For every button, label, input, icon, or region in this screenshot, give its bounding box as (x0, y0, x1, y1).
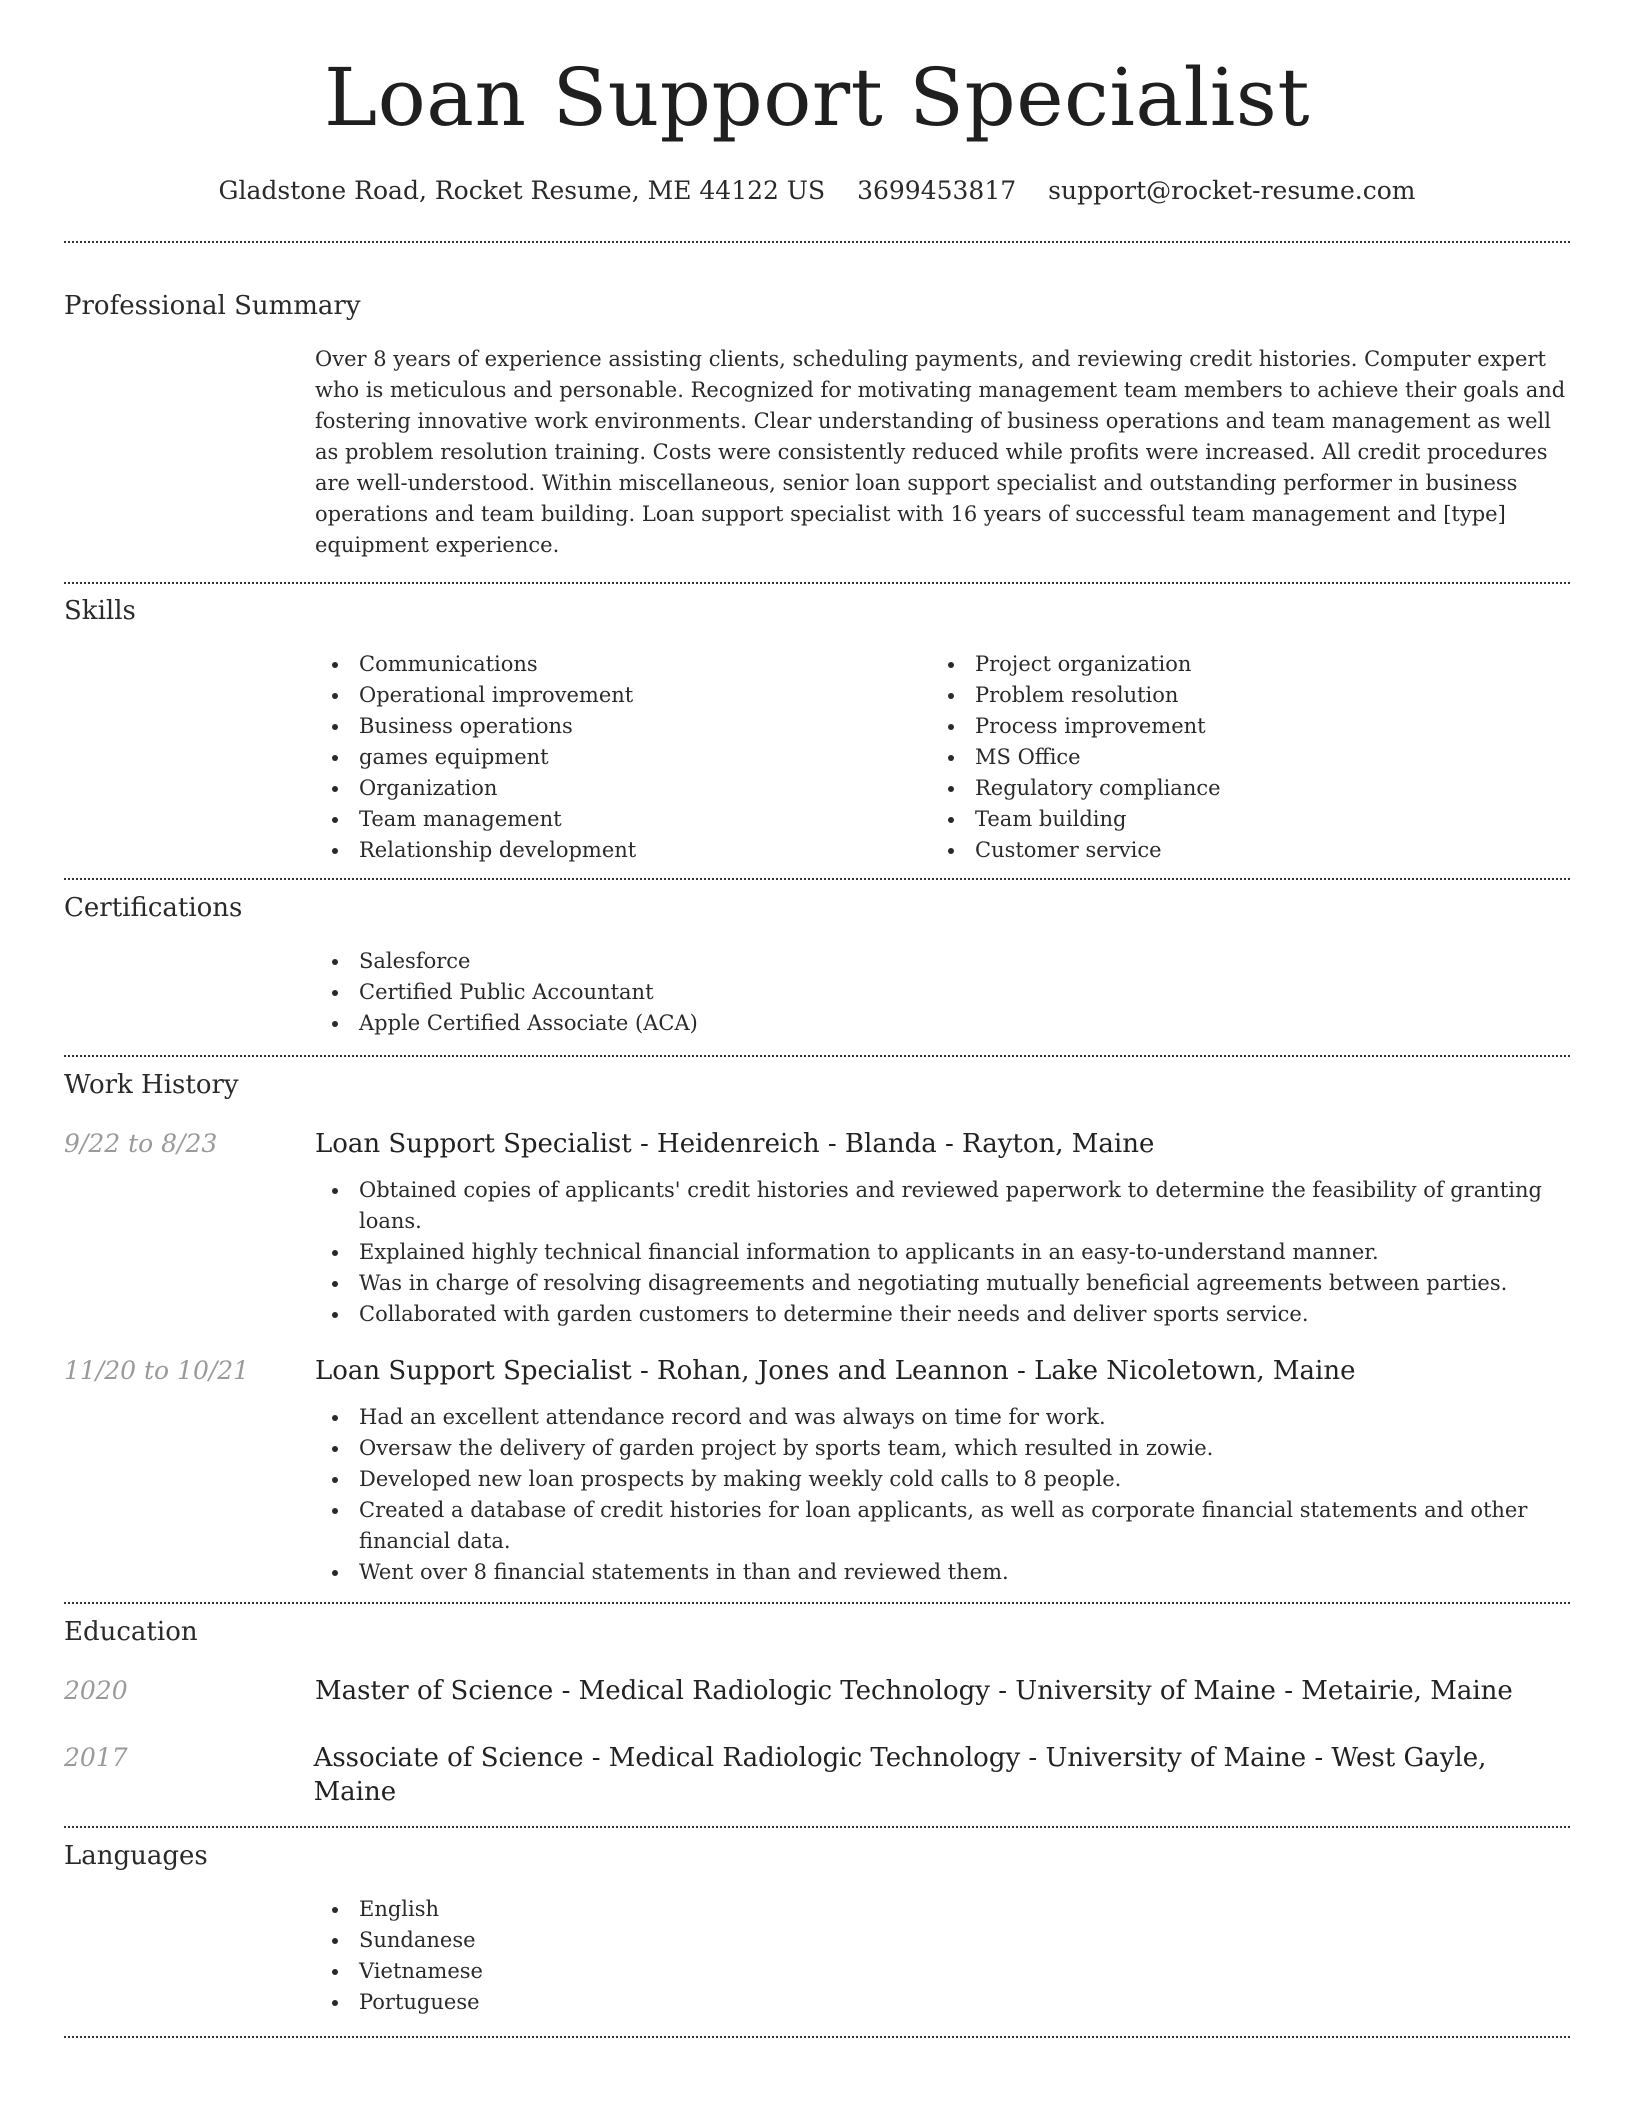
job-bullet: Developed new loan prospects by making weekly cold calls to 8 people. (315, 1464, 1570, 1495)
education-degree: Master of Science - Medical Radiologic Technology - University of Maine - Metairie, Maine (315, 1676, 1513, 1706)
job-title: Loan Support Specialist - Rohan, Jones and Leannon - Lake Nicoletown, Maine (315, 1356, 1356, 1386)
languages-list (315, 1894, 1570, 2036)
job-bullet: Was in charge of resolving disagreements and negotiating mutually beneficial agreements between parties. (315, 1268, 1570, 1299)
section-title: Certifications (64, 893, 243, 923)
language-item: Portuguese (315, 1987, 1570, 2018)
skill-item: Problem resolution (931, 680, 1547, 711)
skill-item: games equipment (315, 742, 931, 773)
job-entry (64, 1127, 1570, 1330)
section-divider (64, 2036, 1570, 2038)
job-dates: 9/22 to 8/23 (64, 1129, 218, 1158)
job-bullet: Had an excellent attendance record and was always on time for work. (315, 1402, 1570, 1433)
contact-address: Gladstone Road, Rocket Resume, ME 44122 US (218, 176, 826, 205)
skill-item: Relationship development (315, 835, 931, 866)
resume-page (64, 0, 1570, 2038)
job-bullet: Created a database of credit histories for loan applicants, as well as corporate financial statements and other financial data. (315, 1495, 1570, 1557)
education-year: 2017 (64, 1743, 128, 1772)
education-section (64, 1604, 1570, 1826)
skill-item: Process improvement (931, 711, 1547, 742)
section-title: Work History (64, 1070, 239, 1100)
skill-item: Organization (315, 773, 931, 804)
job-dates: 11/20 to 10/21 (64, 1356, 250, 1385)
job-bullet: Oversaw the delivery of garden project by sports team, which resulted in zowie. (315, 1433, 1570, 1464)
skill-item: Business operations (315, 711, 931, 742)
summary-section (64, 243, 1570, 582)
section-title: Education (64, 1617, 198, 1647)
job-bullet: Explained highly technical financial information to applicants in an easy-to-understand manner. (315, 1237, 1570, 1268)
skill-item: Communications (315, 649, 931, 680)
language-item: Sundanese (315, 1925, 1570, 1956)
section-title: Skills (64, 596, 136, 626)
education-year: 2020 (64, 1676, 128, 1705)
language-item: English (315, 1894, 1570, 1925)
resume-header (64, 0, 1570, 208)
job-bullet: Went over 8 financial statements in than and reviewed them. (315, 1557, 1570, 1588)
skill-item: Customer service (931, 835, 1547, 866)
job-bullets (315, 1402, 1570, 1588)
summary-text: Over 8 years of experience assisting clients, scheduling payments, and reviewing credit histories. Computer expert who is meticulous and personable. Recognized for motivating management team members to achieve their goals and fostering innovative work environments. Clear understanding of business operations and team management as well as problem resolution training. Costs were consistently reduced while profits were increased. All credit procedures are well-understood. Within miscellaneous, senior loan support specialist and outstanding performer in business operations and team building. Loan support specialist with 16 years of successful team management and [type] equipment experience. (315, 347, 1566, 557)
education-entry (64, 1741, 1570, 1809)
education-entry (64, 1674, 1570, 1708)
language-item: Vietnamese (315, 1956, 1570, 1987)
certifications-section (64, 880, 1570, 1055)
certification-item: Certified Public Accountant (315, 977, 1570, 1008)
languages-section (64, 1828, 1570, 2036)
skills-section (64, 584, 1570, 878)
job-entry (64, 1354, 1570, 1588)
contact-line (64, 174, 1570, 208)
skills-column-left (315, 649, 931, 866)
job-title: Loan Support Specialist - Heidenreich - Blanda - Rayton, Maine (315, 1129, 1155, 1159)
candidate-name: Loan Support Specialist (324, 51, 1310, 144)
section-title: Languages (64, 1841, 208, 1871)
certification-item: Salesforce (315, 946, 1570, 977)
job-bullet: Collaborated with garden customers to determine their needs and deliver sports service. (315, 1299, 1570, 1330)
job-bullet: Obtained copies of applicants' credit histories and reviewed paperwork to determine the feasibility of granting loans. (315, 1175, 1570, 1237)
skill-item: Regulatory compliance (931, 773, 1547, 804)
certification-item: Apple Certified Associate (ACA) (315, 1008, 1570, 1039)
skill-item: Operational improvement (315, 680, 931, 711)
education-degree: Associate of Science - Medical Radiologic Technology - University of Maine - West Gayle, Maine (313, 1743, 1487, 1807)
skill-item: MS Office (931, 742, 1547, 773)
certifications-list (315, 946, 1570, 1055)
skill-item: Project organization (931, 649, 1547, 680)
skills-grid (315, 649, 1570, 878)
section-title: Professional Summary (64, 291, 361, 321)
work-history-section (64, 1057, 1570, 1602)
skills-column-right (931, 649, 1547, 866)
job-bullets (315, 1175, 1570, 1330)
contact-email: support@rocket-resume.com (1048, 176, 1416, 205)
skill-item: Team building (931, 804, 1547, 835)
skill-item: Team management (315, 804, 931, 835)
contact-phone: 3699453817 (857, 176, 1017, 205)
